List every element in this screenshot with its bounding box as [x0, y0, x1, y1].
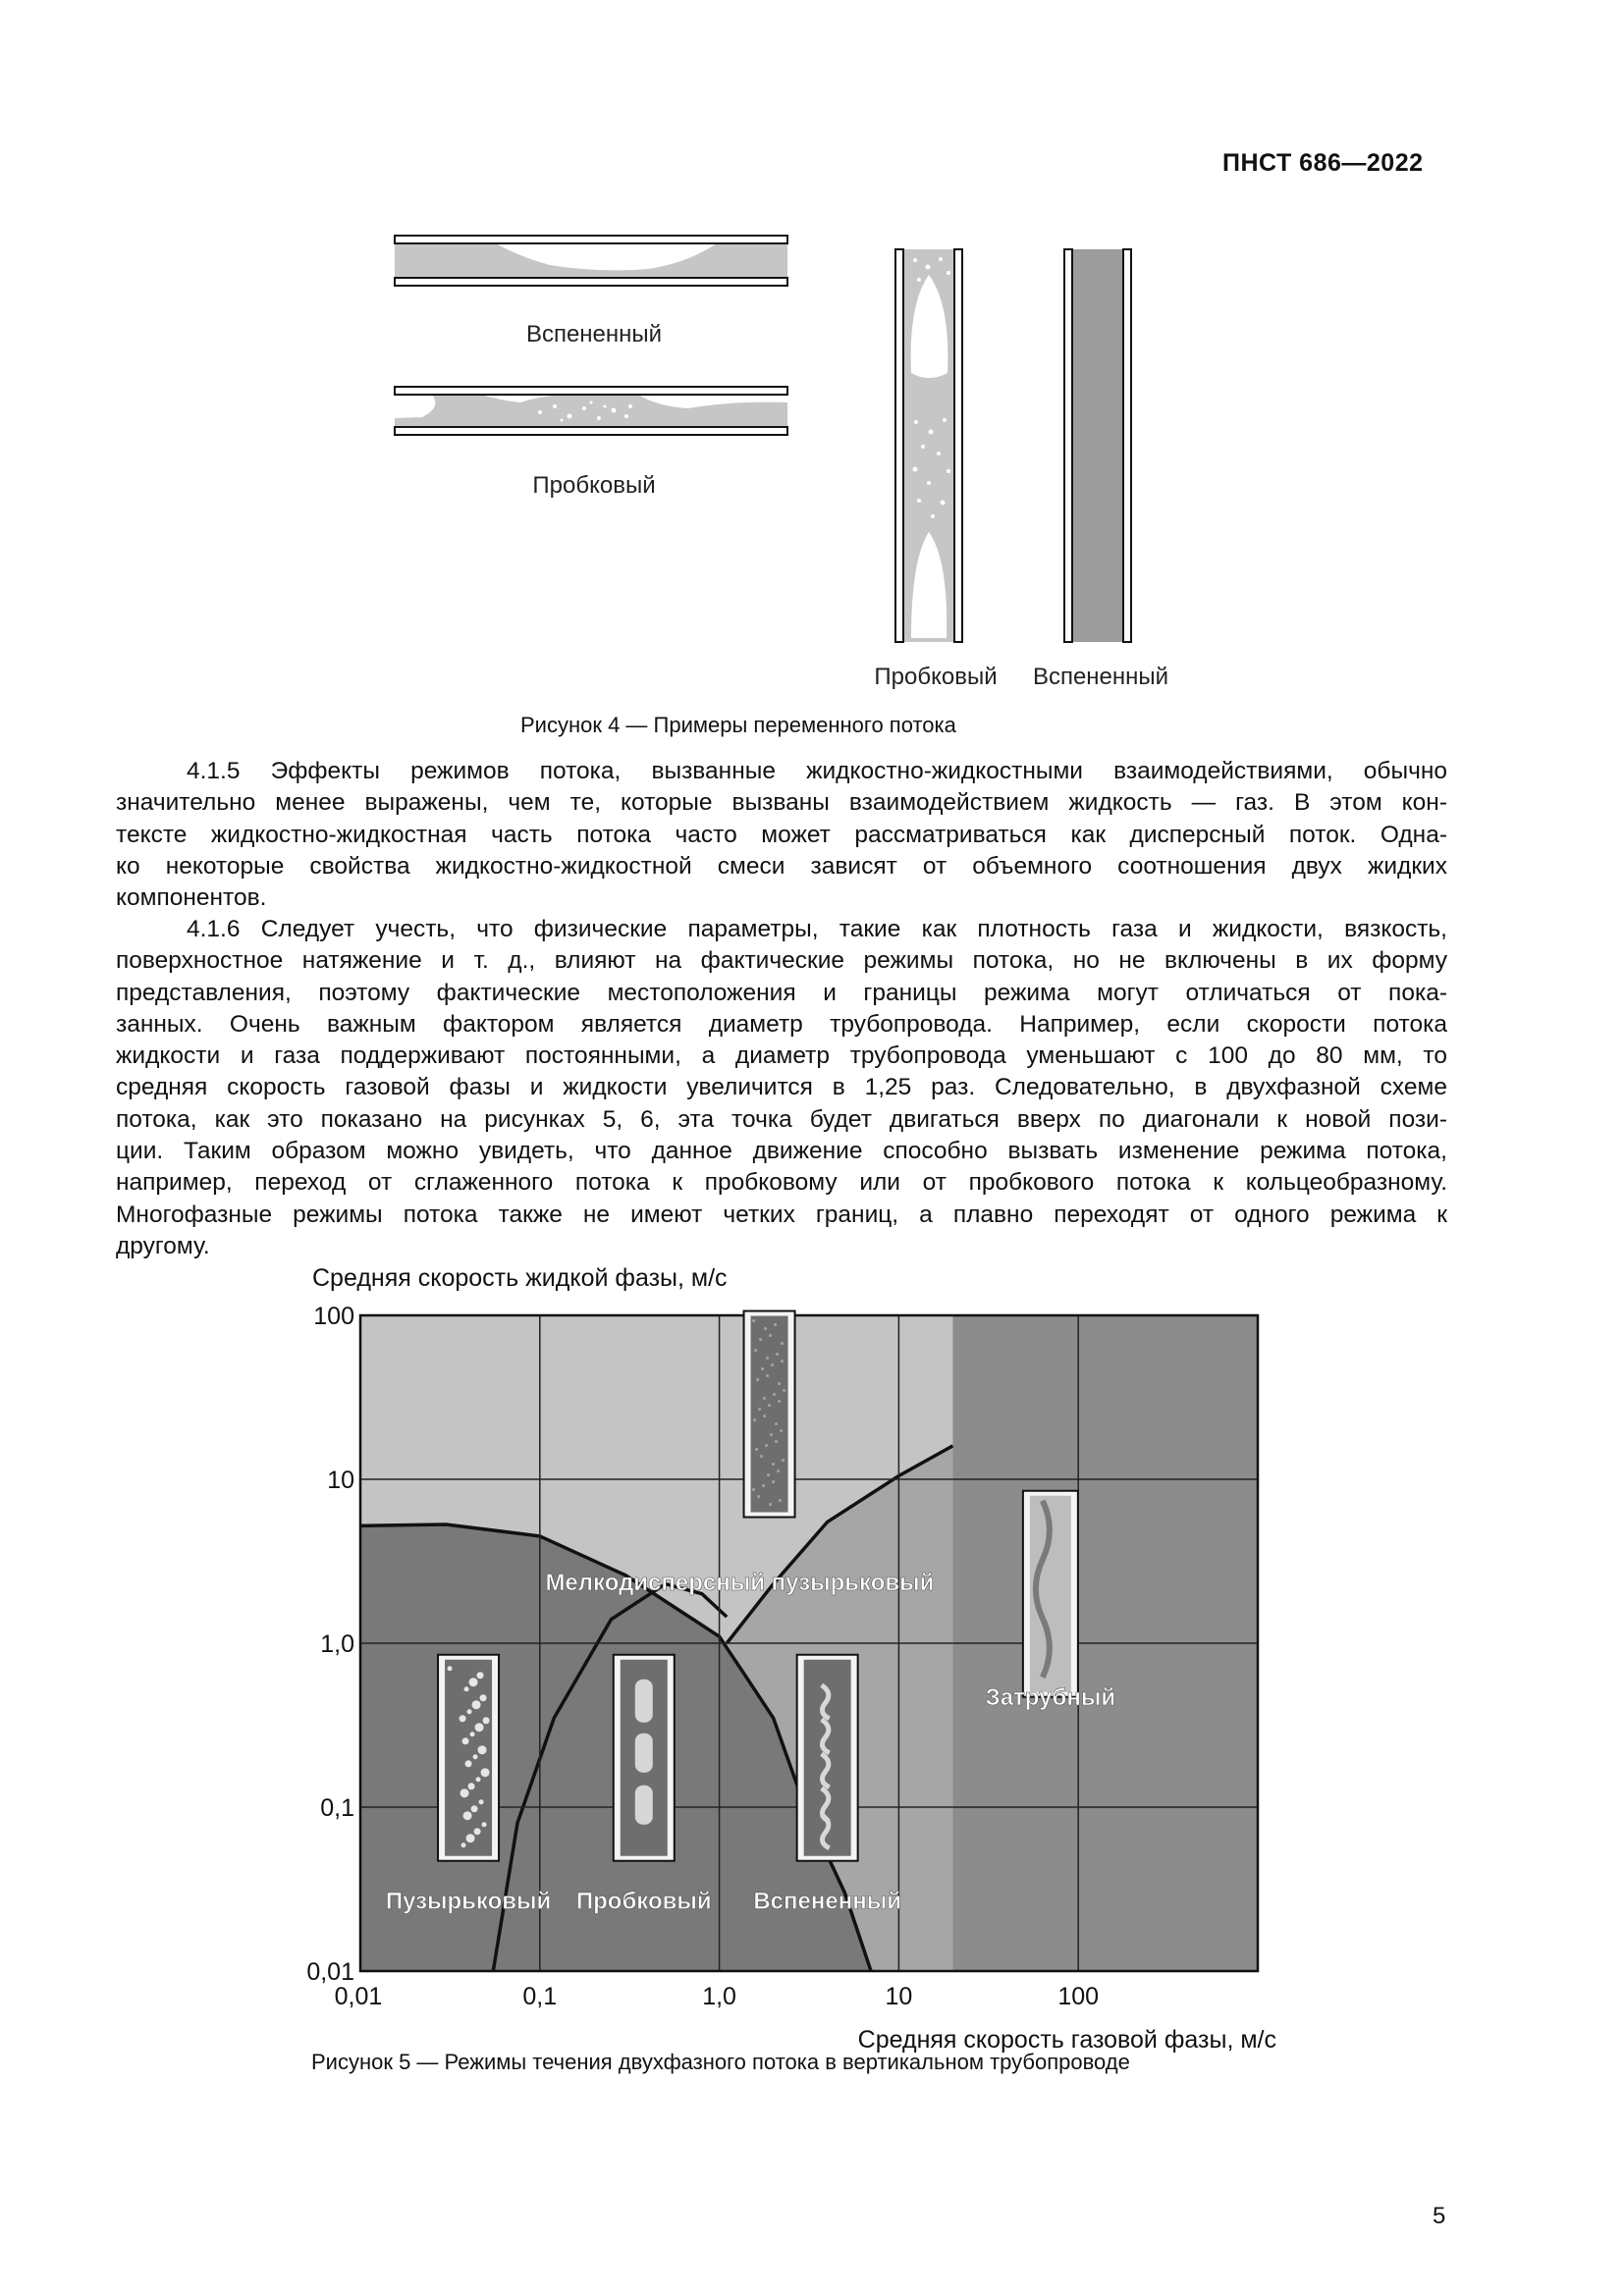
paragraph-line: ко некоторые свойства жидкостно-жидкостной смеси зависят от объемного соотношения двух жидких — [116, 852, 1447, 880]
label-h-froth: Вспененный — [525, 321, 663, 347]
paragraph-line: другому. — [116, 1232, 210, 1259]
tube-photo-froth — [797, 1655, 858, 1861]
x-tick-label: 0,01 — [334, 1983, 383, 2010]
paragraph-line: например, переход от сглаженного потока к пробковому или от пробкового потока к кольцеобразному. — [116, 1169, 1447, 1197]
figure-4-illustration — [373, 226, 1237, 697]
regime-label: Затрубный — [985, 1683, 1116, 1711]
tube-photo-slug — [614, 1655, 675, 1861]
regime-label: Вспененный — [753, 1888, 901, 1915]
vertical-pipe-slug — [895, 249, 962, 642]
x-tick-label: 100 — [1057, 1983, 1100, 2010]
paragraph-line: компонентов. — [116, 884, 267, 912]
tube-photo-bubble — [438, 1655, 499, 1861]
paragraph-line: значительно менее выражены, чем те, которые вызваны взаимодействием жидкость — газ. В этом кон- — [116, 789, 1447, 817]
paragraph-line: Многофазные режимы потока также не имеют четких границ, а плавно переходят от одного режима к — [116, 1201, 1447, 1228]
paragraph-line: 4.1.6 Следует учесть, что физические параметры, такие как плотность газа и жидкости, вязкость, — [187, 916, 1447, 942]
paragraph-line: занных. Очень важным фактором является диаметр трубопровода. Например, если скорости потока — [116, 1010, 1447, 1038]
tube-photo-annular — [1023, 1491, 1078, 1697]
regime-label: Пузырьковый — [385, 1888, 552, 1915]
paragraph-line: представления, поэтому фактические местоположения и границы режима могут отличаться от пока- — [116, 979, 1447, 1006]
regime-label: Пробковый — [575, 1888, 712, 1915]
document-code: ПНСТ 686—2022 — [1222, 149, 1424, 177]
paragraph-line: средняя скорость газовой фазы и жидкости увеличится в 1,25 раз. Следовательно, в двухфазной схеме — [116, 1074, 1447, 1101]
paragraph-4-1-6 — [116, 914, 1447, 1262]
regime-label: Мелкодисперсный пузырьковый — [545, 1570, 935, 1597]
paragraph-4-1-5 — [116, 756, 1447, 914]
paragraph-line: 4.1.5 Эффекты режимов потока, вызванные жидкостно-жидкостными взаимодействиями, обычно — [187, 758, 1447, 784]
chart-ylabel: Средняя скорость жидкой фазы, м/с — [312, 1264, 728, 1292]
paragraph-line: потока, как это показано на рисунках 5, 6, эта точка будет двигаться вверх по диагонали к новой пози- — [116, 1105, 1447, 1133]
figure-5-caption: Рисунок 5 — Режимы течения двухфазного потока в вертикальном трубопроводе — [311, 2050, 1130, 2074]
x-tick-label: 1,0 — [702, 1983, 736, 2010]
y-tick-label: 10 — [327, 1467, 354, 1494]
tube-photo-dispersed — [744, 1311, 795, 1518]
x-tick-label: 10 — [885, 1983, 913, 2010]
figure-5-chart — [0, 1256, 1624, 2054]
horizontal-pipe-slug — [395, 387, 787, 435]
page-number: 5 — [1433, 2203, 1446, 2229]
x-tick-label: 0,1 — [522, 1983, 558, 2010]
chart-xlabel: Средняя скорость газовой фазы, м/с — [857, 2026, 1276, 2054]
paragraph-line: поверхностное натяжение и т. д., влияют на фактические режимы потока, но не включены в их форму — [116, 947, 1447, 975]
y-tick-label: 0,1 — [320, 1794, 354, 1822]
horizontal-pipe-froth — [395, 236, 787, 286]
y-tick-label: 1,0 — [320, 1630, 354, 1658]
label-v-froth: Вспененный — [1032, 664, 1169, 690]
y-tick-label: 100 — [313, 1303, 354, 1330]
label-h-slug: Пробковый — [532, 472, 656, 499]
label-v-slug: Пробковый — [874, 664, 998, 690]
vertical-pipe-froth — [1064, 249, 1131, 642]
paragraph-line: жидкости и газа поддерживают постоянными, а диаметр трубопровода уменьшают с 100 до 80 мм, то — [116, 1042, 1447, 1070]
y-tick-label: 0,01 — [306, 1958, 354, 1986]
paragraph-line: ции. Таким образом можно увидеть, что данное движение способно вызвать изменение режима потока, — [116, 1138, 1447, 1165]
figure-4-caption: Рисунок 4 — Примеры переменного потока — [520, 713, 956, 737]
paragraph-line: тексте жидкостно-жидкостная часть потока часто может рассматриваться как дисперсный поток. Одна- — [116, 821, 1447, 848]
